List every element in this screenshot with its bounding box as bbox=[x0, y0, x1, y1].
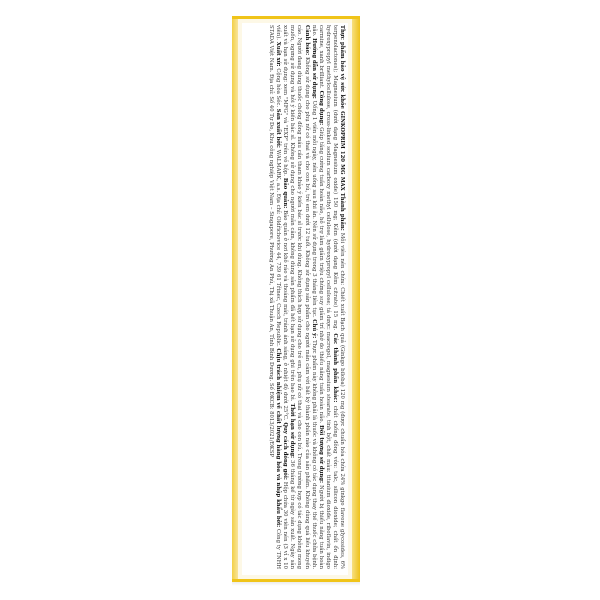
label-body: 36 tháng kể từ ngày sản xuất. Ngày sản xuất và hạn sử dụng: xem "MFG" và "EXP" trên vỏ hộp. bbox=[282, 25, 296, 569]
label-heading: Chịu trách nhiệm về chất lượng hàng hóa và nhập khẩu bởi: bbox=[275, 348, 282, 529]
product-label-text bbox=[266, 23, 346, 571]
label-heading: Hướng dẫn sử dụng: bbox=[310, 38, 317, 101]
label-body: Uống 1 viên mỗi ngày, nên uống sau khi ăn. Nên sử dụng trong 3 tháng liên tục. bbox=[310, 100, 317, 320]
label-heading: Xuất xứ: bbox=[275, 41, 282, 69]
label-body: Người bị thiểu năng tuần hoàn não. bbox=[310, 25, 324, 569]
label-body: Cộng hòa Séc. bbox=[275, 68, 282, 109]
label-body: Bảo quản ở nơi khô ráo và thoáng mát, tránh ánh sáng, ở nhiệt độ dưới 25°C. bbox=[282, 210, 289, 423]
product-box-side bbox=[232, 16, 360, 582]
label-title: Thực phẩm bảo vệ sức khỏe GINKOPRIM 120 MG MAX bbox=[339, 25, 345, 191]
label-body: Mỗi viên nén chứa: Chiết xuất Bạch quả (Ginkgo biloba) 120 mg (được chuẩn hóa chứa 24% ginkgo flavone glycosides, 6% terpenolactones); Magnesium (dưới dạng Magnesium oxide) 150 mg; Kẽm (dưới dạng Kẽm citrate) 15 mg. bbox=[331, 25, 345, 570]
label-body: Công ty TNHH STADA Việt Nam. Địa chỉ: Số 40 Tự Do, Khu công nghiệp Việt Nam – Singapore, Phường An Phú, Thị xã Thuận An, Tỉnh Bình Dương. Số ĐKCB: 8013/2021/ĐKSP bbox=[268, 25, 282, 569]
label-heading: Sản xuất bởi: bbox=[275, 108, 282, 150]
label-heading: Thời hạn sử dụng: bbox=[289, 403, 296, 461]
box-yellow-edge-left bbox=[232, 19, 238, 579]
label-body: Giúp tăng cường tuần hoàn não, hỗ trợ làm giảm triệu chứng suy giảm trí nhớ do thiểu năng tuần hoàn não. bbox=[317, 127, 324, 426]
label-heading: Bảo quản: bbox=[282, 177, 289, 211]
box-yellow-edge-right bbox=[352, 19, 360, 579]
label-heading: Công dụng: bbox=[317, 90, 324, 128]
label-body: WALMARK, a.s. Địa chỉ: Oldřichovice 44, 739 61 Třinec, Czech Republic. bbox=[275, 149, 282, 349]
label-body: Thực phẩm này không phải là thuốc và không có tác dụng thay thế thuốc chữa bệnh. bbox=[310, 340, 317, 570]
box-shadow bbox=[232, 582, 360, 586]
label-body: Không sử dụng cho phụ nữ có thai và cho con bú, trẻ em dưới 12 tuổi. Không sử dụng sản phẩm cho người mẫn cảm với bất kỳ thành phần nào của sản phẩm. Không dùng quá liều khuyến cáo. Người đang dùng thuốc chống đông máu cần tham khảo ý kiến bác sĩ trước khi dùng. Không thích hợp sử dụng cho trẻ em, phụ nữ có thai và cho con bú. Trong trường hợp có tác dụng không mong muốn, ngưng sử dụng và hỏi ý kiến bác sĩ. Không sử dụng cho người mẫn cảm, không dùng sản phẩm đã hết hạn sử dụng ghi trên bao bì. bbox=[289, 25, 310, 569]
label-body: chất chống đông vón: talc, silicon dioxide; chất ổn định: hydroxypropyl methylcellulose, cross-linked sodium carboxy methyl cellulose, hydroxypropyl cellulose; tá dược: macrogol, magnesium stearate, tinh bột, chất màu: titanium dioxide, riboflavin, indigo carmine, xanh brilliant. bbox=[317, 25, 338, 569]
label-heading: Quy cách đóng gói: bbox=[282, 422, 289, 482]
label-body: Hộp chứa 30 viên nén (3 vỉ x 10 viên). bbox=[275, 25, 289, 569]
label-heading: Chú ý: bbox=[310, 319, 317, 341]
label-heading: Thành phần: bbox=[339, 192, 345, 233]
label-heading: Đối tượng sử dụng: bbox=[317, 425, 324, 486]
label-text-rotated bbox=[242, 23, 346, 571]
label-heading: Cảnh báo: bbox=[303, 25, 310, 58]
label-panel bbox=[242, 23, 348, 575]
label-heading: Các thành phần khác: bbox=[331, 333, 338, 406]
